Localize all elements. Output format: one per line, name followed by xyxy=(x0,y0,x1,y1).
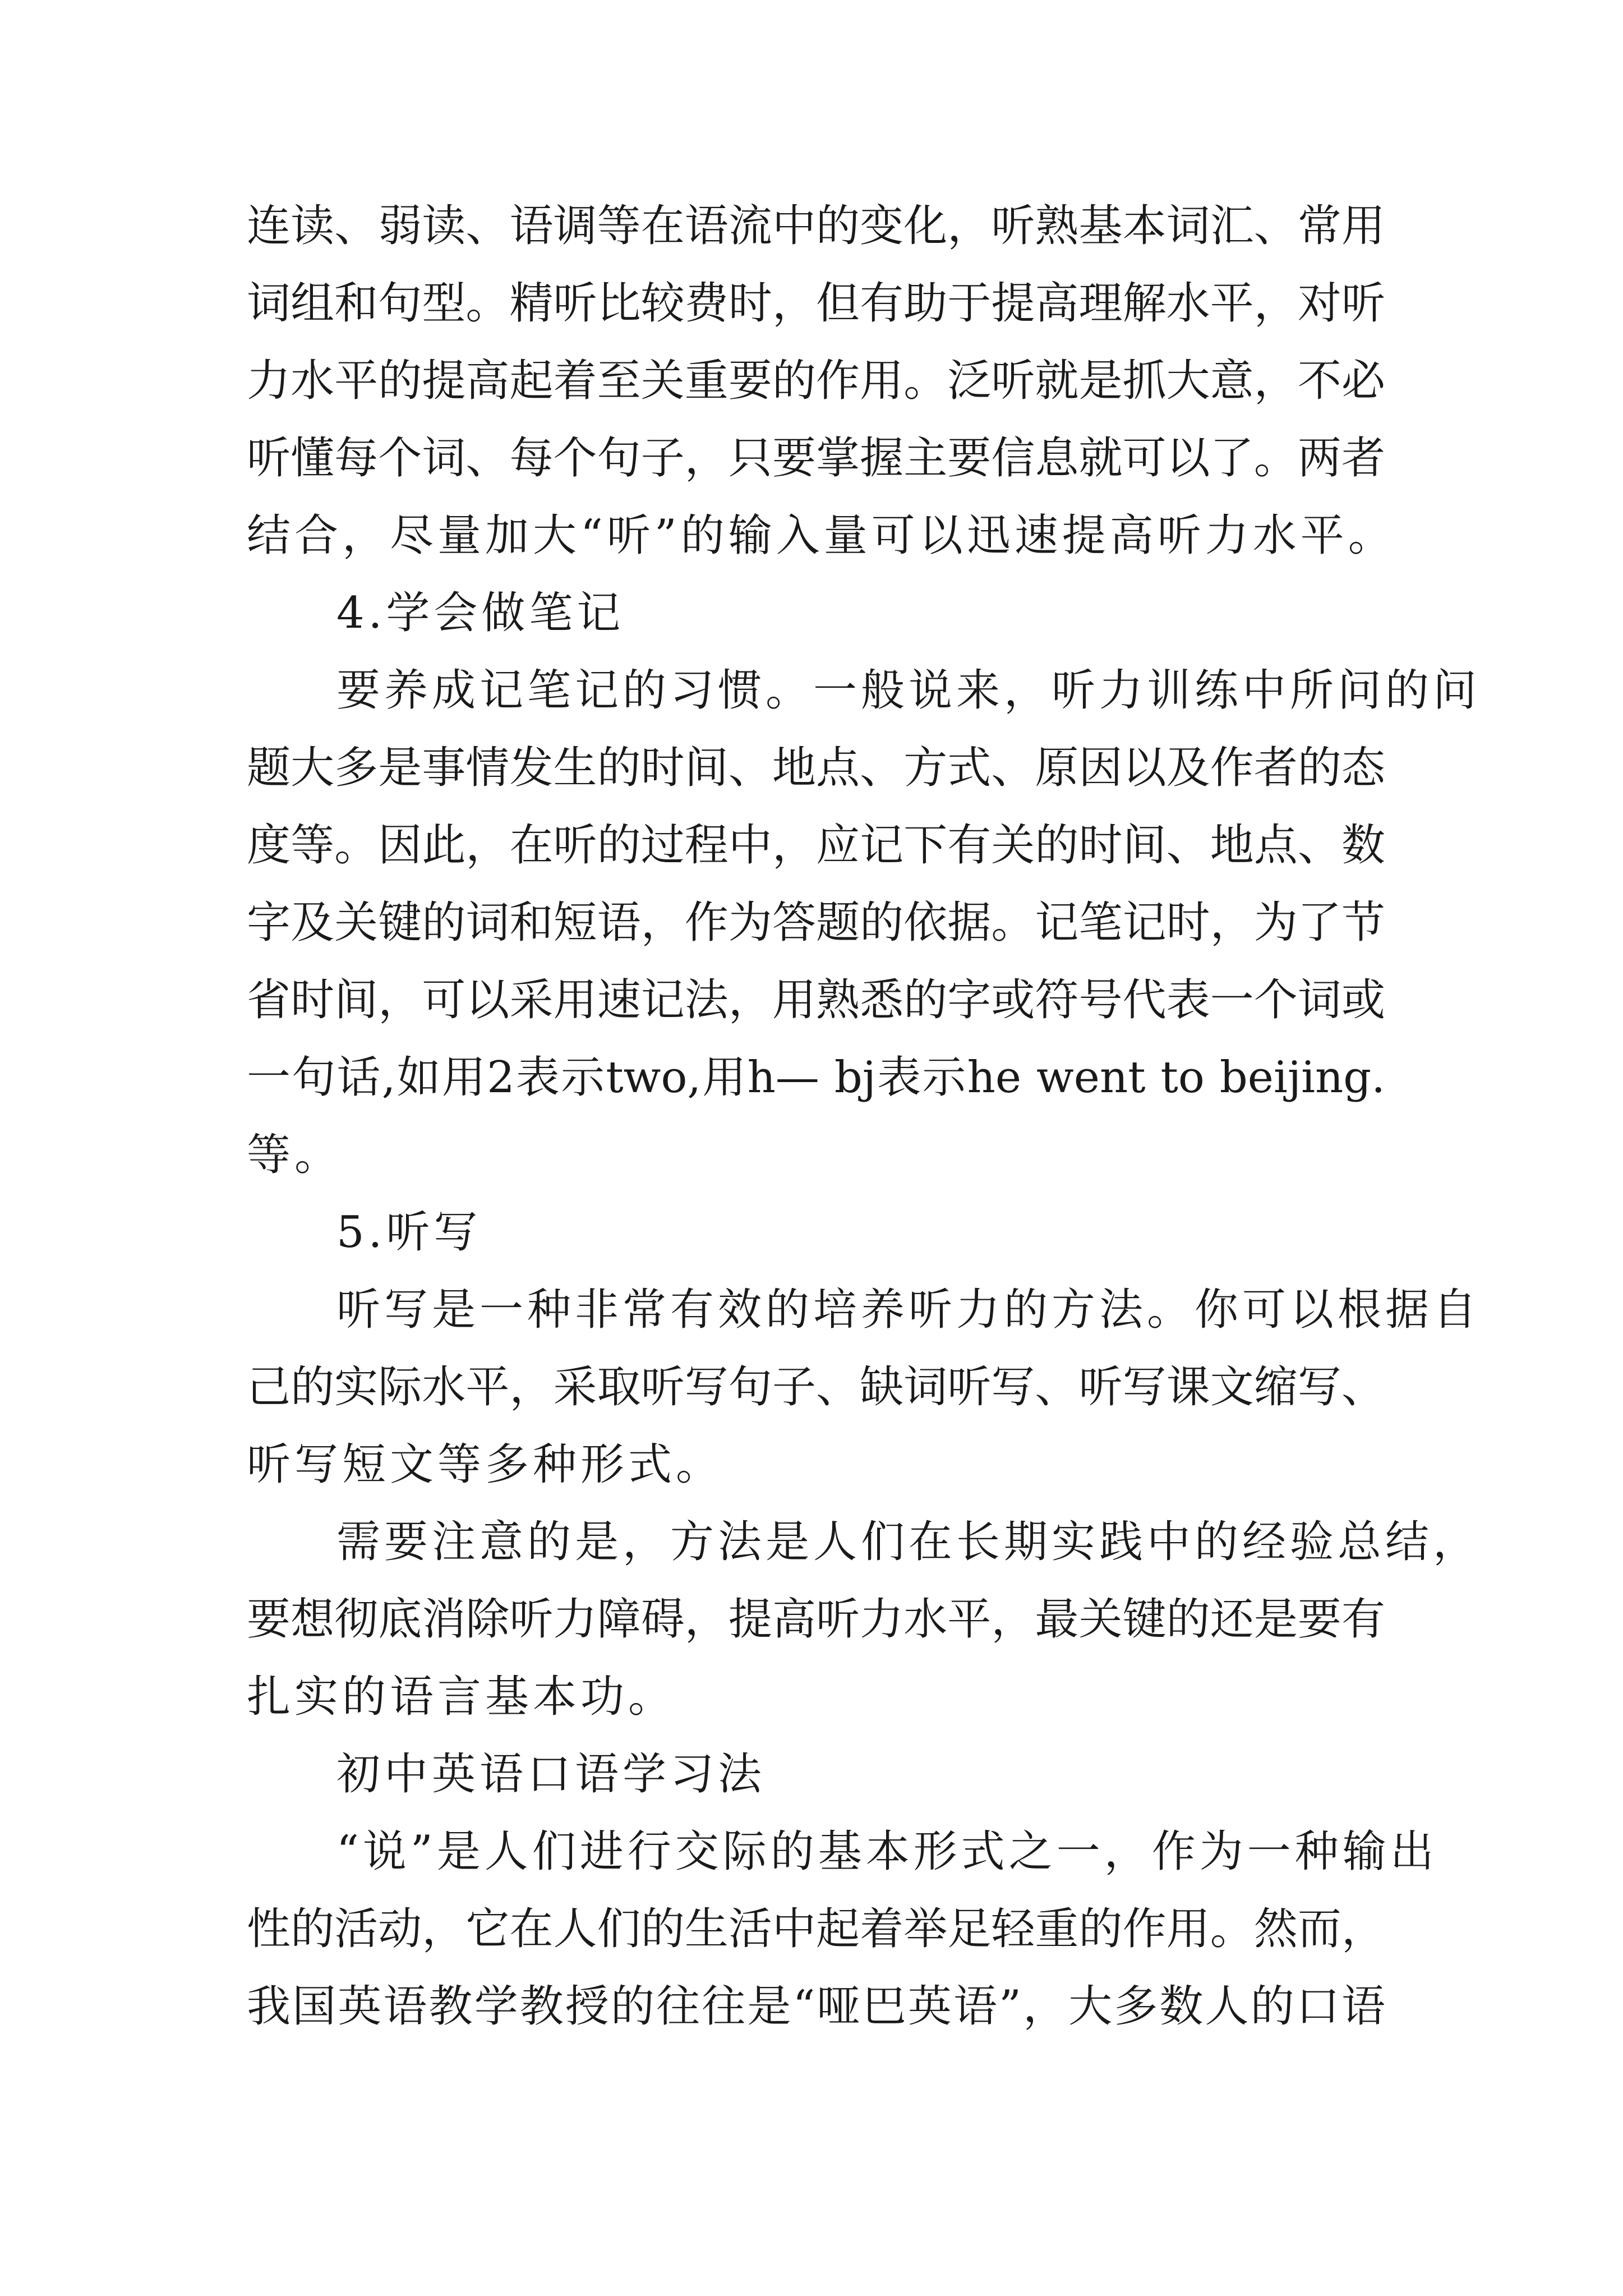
text-line: 结合，尽量加大“听”的输入量可以迅速提高听力水平。 xyxy=(247,510,1396,561)
text-line: 我国英语教学教授的往往是“哑巴英语”，大多数人的口语 xyxy=(247,1981,1385,2032)
section-heading: 5.听写 xyxy=(336,1207,482,1258)
text-line: 性的活动，它在人们的生活中起着举足轻重的作用。然而， xyxy=(247,1904,1385,1954)
text-line: 要养成记笔记的习惯。一般说来，听力训练中所问的问 xyxy=(336,665,1481,716)
text-line: 听懂每个词、每个句子，只要掌握主要信息就可以了。两者 xyxy=(247,433,1385,484)
text-line: 听写短文等多种形式。 xyxy=(247,1439,724,1490)
text-line: 题大多是事情发生的时间、地点、方式、原因以及作者的态 xyxy=(247,743,1385,793)
text-line: 字及关键的词和短语，作为答题的依据。记笔记时，为了节 xyxy=(247,898,1385,948)
section-heading: 初中英语口语学习法 xyxy=(336,1749,766,1800)
text-line: 省时间，可以采用速记法，用熟悉的字或符号代表一个词或 xyxy=(247,975,1385,1025)
text-line: 等。 xyxy=(247,1130,343,1180)
text-line: 一句话,如用2表示two,用h— bj表示he went to beijing. xyxy=(247,1052,1385,1103)
text-line: 己的实际水平，采取听写句子、缺词听写、听写课文缩写、 xyxy=(247,1362,1385,1412)
text-line: 扎实的语言基本功。 xyxy=(247,1672,676,1722)
text-line: “说”是人们进行交际的基本形式之一，作为一种输出 xyxy=(336,1826,1438,1877)
text-line: 度等。因此，在听的过程中，应记下有关的时间、地点、数 xyxy=(247,820,1385,871)
text-line: 力水平的提高起着至关重要的作用。泛听就是抓大意，不必 xyxy=(247,356,1385,406)
text-line: 需要注意的是，方法是人们在长期实践中的经验总结， xyxy=(336,1517,1481,1567)
text-line: 词组和句型。精听比较费时，但有助于提高理解水平，对听 xyxy=(247,278,1385,329)
section-heading: 4.学会做笔记 xyxy=(336,588,625,638)
text-line: 听写是一种非常有效的培养听力的方法。你可以根据自 xyxy=(336,1285,1481,1335)
text-line: 要想彻底消除听力障碍，提高听力水平，最关键的还是要有 xyxy=(247,1594,1385,1645)
text-line: 连读、弱读、语调等在语流中的变化，听熟基本词汇、常用 xyxy=(247,201,1385,251)
